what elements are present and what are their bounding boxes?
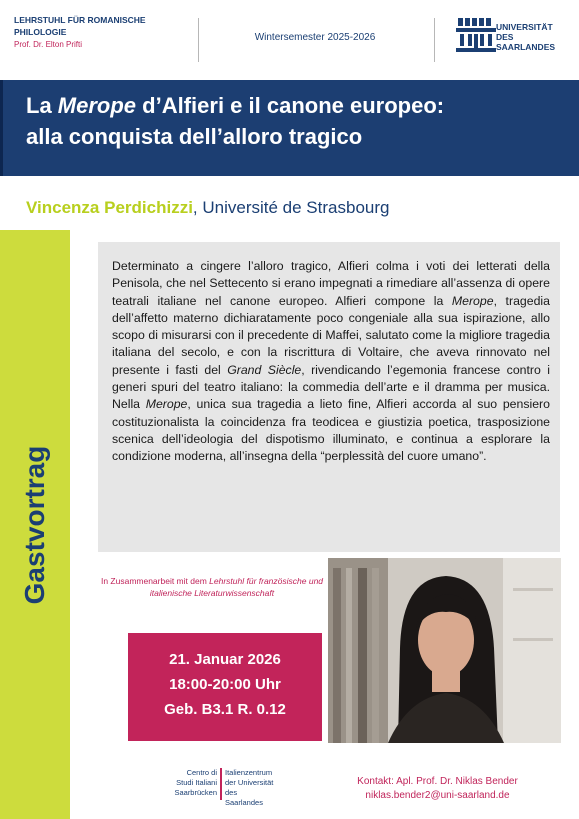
logo-right-line1: Italienzentrum: [225, 768, 273, 777]
logo-left-line2: Studi Italiani: [176, 778, 217, 787]
logo-right-line3: des Saarlandes: [225, 788, 263, 807]
speaker-separator: ,: [192, 198, 203, 217]
abstract-part: , tragedia dell’affetto materno dichiaratamente poco congeniale alla sua ispirazione, allo scopo di misurarsi con il precedente di Maffei, salutato come la migliore tragedia italiana del secolo, e con la riscrittura di Voltaire, che aveva rinnovato nel presente i fasti del: [112, 293, 550, 377]
lecture-title-line2: alla conquista dell’alloro tragico: [26, 124, 363, 149]
header-divider-right: [434, 18, 435, 62]
italienzentrum-logo: [165, 768, 275, 808]
speaker-institution: Université de Strasbourg: [202, 198, 390, 217]
contact-person: Kontakt: Apl. Prof. Dr. Niklas Bender: [357, 776, 518, 787]
cooperation-prefix: In Zusammenarbeit mit dem: [100, 576, 210, 586]
abstract-part: , unica sua tragedia a lieto fine, Alfieri accorda al suo pensiero costituzionalista la coincidenza fra teodicea e giustizia poetica, trasposizione scenica dell’ideologia del dispotismo illuminato, e continua a esplorare la condizione moderna, all’insegna della “perplessità del cuore umano”.: [112, 397, 550, 464]
logo-left-line1: Centro di: [186, 768, 217, 777]
cooperation-partner: Lehrstuhl für französische und italienische Literaturwissenschaft: [149, 576, 324, 598]
title-work: Merope: [57, 93, 137, 118]
logo-divider: [220, 768, 222, 800]
speaker-photo: [328, 558, 561, 743]
university-name: [496, 22, 555, 52]
event-room: Geb. B3.1 R. 0.12: [164, 701, 286, 718]
abstract-part: Determinato a cingere l’alloro tragico, Alfieri colma i voti dei letterati della Penisola, che nel Settecento si erano impegnati a rimediare all’assenza di opere teatrali italiane nel canone europeo. Alfieri compone la: [112, 259, 550, 308]
university-name-line3: SAARLANDES: [496, 42, 556, 52]
logo-right-line2: der Universität: [225, 778, 274, 787]
abstract-text: [112, 258, 550, 466]
semester: Wintersemester 2025-2026: [254, 32, 376, 43]
header-divider-left: [198, 18, 199, 62]
abstract-italic: Merope: [145, 397, 188, 412]
event-type-label: Gastvortrag: [19, 445, 50, 605]
title-suffix: d’Alfieri e il canone europeo:: [136, 93, 445, 118]
contact-email[interactable]: niklas.bender2@uni-saarland.de: [365, 790, 510, 801]
speaker-name: Vincenza Perdichizzi: [26, 198, 193, 217]
university-name-line2: DES: [496, 32, 514, 42]
abstract-italic: Grand Siècle: [227, 362, 302, 377]
university-name-line1: UNIVERSITÄT: [496, 22, 553, 32]
cooperation-note: [98, 575, 326, 599]
university-crest-icon: [454, 16, 498, 56]
chair-name: LEHRSTUHL FÜR ROMANISCHE PHILOLOGIE: [14, 15, 146, 37]
event-time: 18:00-20:00 Uhr: [169, 676, 281, 693]
logo-left-line3: Saarbrücken: [174, 788, 217, 797]
abstract-part: , rivendicando l’egemonia francese contro i generi spuri del teatro italiano: la commedia dell’arte e il dramma per musica. Nella: [112, 362, 550, 412]
chair-professor: Prof. Dr. Elton Prifti: [14, 40, 83, 49]
lecture-title-line1: [26, 93, 444, 119]
title-prefix: La: [26, 93, 58, 118]
abstract-italic: Merope: [451, 293, 494, 308]
event-date: 21. Januar 2026: [169, 651, 281, 668]
speaker-line: [26, 198, 389, 218]
